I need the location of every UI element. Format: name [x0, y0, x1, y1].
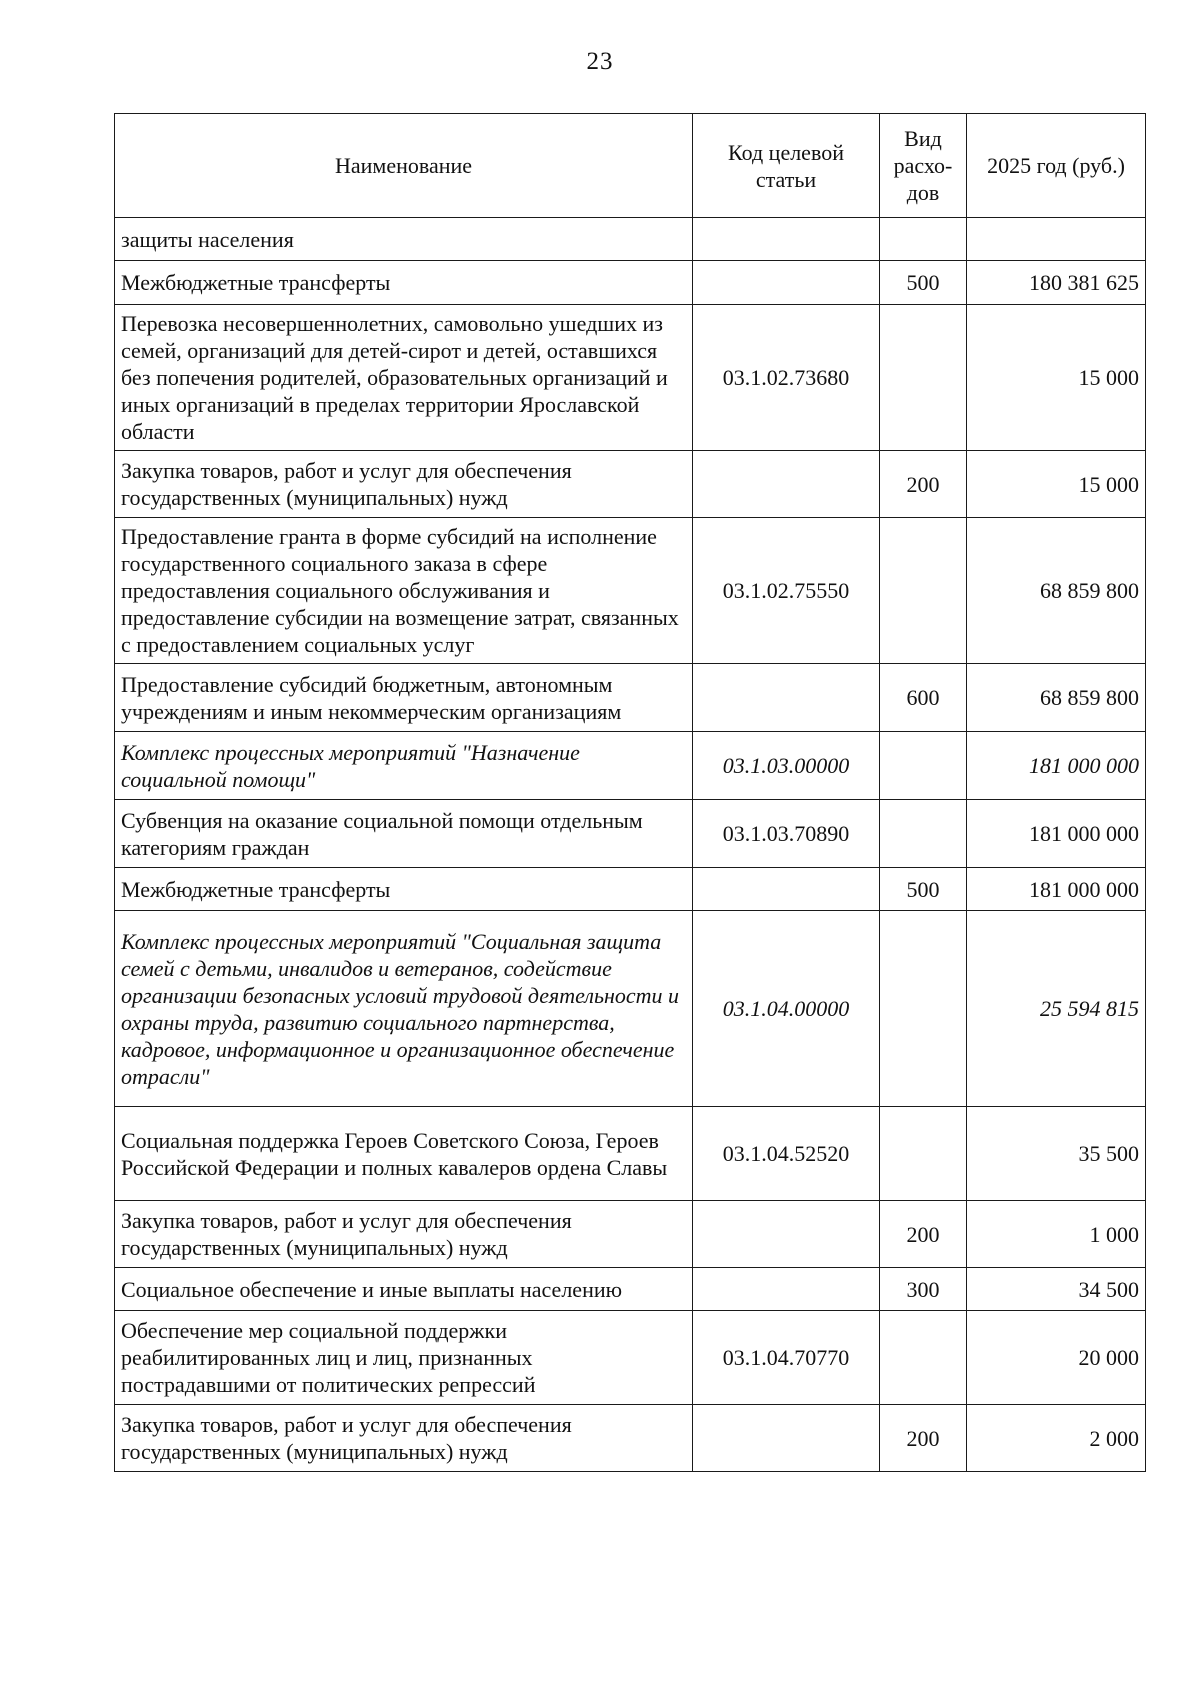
row-expense-type-cell [880, 911, 967, 1107]
row-code-cell [693, 1405, 880, 1472]
row-name-cell: Комплекс процессных мероприятий "Назначение социальной помощи" [115, 732, 693, 800]
row-name-cell: Предоставление субсидий бюджетным, автономным учреждениям и иным некоммерческим организациям [115, 664, 693, 732]
table-row [115, 305, 1146, 451]
row-code-cell [693, 451, 880, 518]
row-name-cell: Комплекс процессных мероприятий "Социальная защита семей с детьми, инвалидов и ветеранов, содействие организации безопасных условий трудовой деятельности и охраны труда, развитию социального партнерства, кадровое, информационное и организационное обеспечение отрасли" [115, 911, 693, 1107]
row-name-cell: Закупка товаров, работ и услуг для обеспечения государственных (муниципальных) нужд [115, 1405, 693, 1472]
table-row [115, 732, 1146, 800]
table-row [115, 664, 1146, 732]
table-row [115, 1311, 1146, 1405]
row-expense-type-cell: 500 [880, 868, 967, 911]
row-code-cell [693, 868, 880, 911]
budget-table [114, 113, 1146, 1472]
row-amount-cell: 25 594 815 [967, 911, 1146, 1107]
row-name-cell: Межбюджетные трансферты [115, 868, 693, 911]
row-expense-type-cell [880, 218, 967, 261]
table-row [115, 911, 1146, 1107]
row-amount-cell: 2 000 [967, 1405, 1146, 1472]
table-row [115, 261, 1146, 305]
row-name-cell: Социальное обеспечение и иные выплаты населению [115, 1268, 693, 1311]
row-amount-cell: 180 381 625 [967, 261, 1146, 305]
row-expense-type-cell: 200 [880, 1201, 967, 1268]
row-amount-cell: 34 500 [967, 1268, 1146, 1311]
row-amount-cell: 1 000 [967, 1201, 1146, 1268]
table-row [115, 1107, 1146, 1201]
row-code-cell [693, 664, 880, 732]
row-amount-cell: 181 000 000 [967, 800, 1146, 868]
row-amount-cell [967, 218, 1146, 261]
row-expense-type-cell [880, 1311, 967, 1405]
header-amount-2025: 2025 год (руб.) [967, 114, 1146, 218]
row-expense-type-cell: 200 [880, 1405, 967, 1472]
row-expense-type-cell: 300 [880, 1268, 967, 1311]
row-name-cell: Закупка товаров, работ и услуг для обеспечения государственных (муниципальных) нужд [115, 451, 693, 518]
row-code-cell: 03.1.02.73680 [693, 305, 880, 451]
row-code-cell [693, 218, 880, 261]
row-amount-cell: 68 859 800 [967, 518, 1146, 664]
table-row [115, 518, 1146, 664]
row-amount-cell: 20 000 [967, 1311, 1146, 1405]
row-amount-cell: 181 000 000 [967, 868, 1146, 911]
row-expense-type-cell: 600 [880, 664, 967, 732]
row-code-cell: 03.1.04.70770 [693, 1311, 880, 1405]
table-row [115, 1268, 1146, 1311]
row-code-cell: 03.1.04.00000 [693, 911, 880, 1107]
row-expense-type-cell [880, 800, 967, 868]
row-name-cell: Предоставление гранта в форме субсидий на исполнение государственного социального заказа в сфере предоставления социального обслуживания и предоставление субсидии на возмещение затрат, связанных с предоставлением социальных услуг [115, 518, 693, 664]
row-code-cell: 03.1.03.70890 [693, 800, 880, 868]
row-code-cell [693, 261, 880, 305]
row-amount-cell: 68 859 800 [967, 664, 1146, 732]
row-name-cell: Социальная поддержка Героев Советского Союза, Героев Российской Федерации и полных кавалеров ордена Славы [115, 1107, 693, 1201]
page-number: 23 [586, 48, 614, 75]
row-expense-type-cell: 200 [880, 451, 967, 518]
row-name-cell: Обеспечение мер социальной поддержки реабилитированных лиц и лиц, признанных пострадавшими от политических репрессий [115, 1311, 693, 1405]
row-expense-type-cell [880, 518, 967, 664]
row-code-cell: 03.1.02.75550 [693, 518, 880, 664]
row-code-cell [693, 1268, 880, 1311]
row-amount-cell: 35 500 [967, 1107, 1146, 1201]
header-code: Код целевой статьи [693, 114, 880, 218]
header-expense-type: Вид расхо-дов [880, 114, 967, 218]
row-name-cell: Закупка товаров, работ и услуг для обеспечения государственных (муниципальных) нужд [115, 1201, 693, 1268]
table-row [115, 800, 1146, 868]
header-name: Наименование [115, 114, 693, 218]
table-header [115, 114, 1146, 218]
row-expense-type-cell [880, 732, 967, 800]
row-code-cell [693, 1201, 880, 1268]
row-name-cell: защиты населения [115, 218, 693, 261]
table-row [115, 868, 1146, 911]
row-name-cell: Субвенция на оказание социальной помощи отдельным категориям граждан [115, 800, 693, 868]
table-row [115, 451, 1146, 518]
row-amount-cell: 181 000 000 [967, 732, 1146, 800]
row-expense-type-cell [880, 1107, 967, 1201]
row-amount-cell: 15 000 [967, 451, 1146, 518]
row-code-cell: 03.1.04.52520 [693, 1107, 880, 1201]
row-name-cell: Межбюджетные трансферты [115, 261, 693, 305]
table-row [115, 1201, 1146, 1268]
row-code-cell: 03.1.03.00000 [693, 732, 880, 800]
row-amount-cell: 15 000 [967, 305, 1146, 451]
row-name-cell: Перевозка несовершеннолетних, самовольно ушедших из семей, организаций для детей-сирот и детей, оставшихся без попечения родителей, образовательных организаций и иных организаций в пределах территории Ярославской области [115, 305, 693, 451]
row-expense-type-cell [880, 305, 967, 451]
row-expense-type-cell: 500 [880, 261, 967, 305]
table-row [115, 1405, 1146, 1472]
table-row [115, 218, 1146, 261]
table-body [115, 218, 1146, 1472]
